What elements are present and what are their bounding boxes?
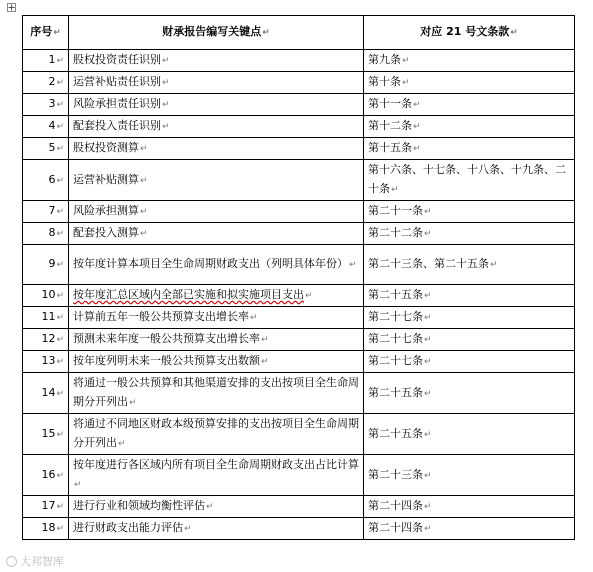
row-clause-cell[interactable] bbox=[364, 72, 575, 94]
table-row bbox=[23, 455, 575, 496]
paragraph-mark-icon: ↵ bbox=[424, 229, 432, 239]
row-point-cell-text: 计算前五年一般公共预算支出增长率 bbox=[73, 310, 249, 323]
row-index-cell-text: 5 bbox=[48, 141, 56, 154]
row-point-cell-text: 风险承担测算 bbox=[73, 204, 139, 217]
paragraph-mark-icon: ↵ bbox=[424, 357, 432, 367]
paragraph-mark-icon: ↵ bbox=[56, 229, 64, 239]
paragraph-mark-icon: ↵ bbox=[53, 28, 61, 38]
paragraph-mark-icon: ↵ bbox=[118, 439, 126, 449]
row-point-cell-text: 配套投入测算 bbox=[73, 226, 139, 239]
row-index-cell[interactable] bbox=[23, 223, 69, 245]
paragraph-mark-icon: ↵ bbox=[56, 429, 64, 440]
paragraph-mark-icon: ↵ bbox=[262, 28, 270, 38]
paragraph-mark-icon: ↵ bbox=[56, 207, 64, 217]
row-index-cell[interactable] bbox=[23, 116, 69, 138]
row-index-cell-text: 11 bbox=[41, 310, 56, 323]
watermark-logo-icon bbox=[6, 556, 17, 567]
row-index-cell[interactable] bbox=[23, 455, 69, 496]
row-clause-cell-text: 第二十七条 bbox=[368, 354, 423, 367]
paragraph-mark-icon: ↵ bbox=[206, 502, 214, 512]
paragraph-mark-icon: ↵ bbox=[140, 144, 148, 154]
row-index-cell[interactable] bbox=[23, 160, 69, 201]
row-point-cell-text: 进行财政支出能力评估 bbox=[73, 521, 183, 534]
paragraph-mark-icon: ↵ bbox=[56, 388, 64, 399]
paragraph-mark-icon: ↵ bbox=[162, 56, 170, 66]
paragraph-mark-icon: ↵ bbox=[424, 313, 432, 323]
row-point-cell[interactable] bbox=[69, 455, 364, 496]
row-point-cell-text: 将通过一般公共预算和其他渠道安排的支出按项目全生命周期分开列出 bbox=[73, 376, 359, 408]
paragraph-mark-icon: ↵ bbox=[74, 480, 82, 490]
row-clause-cell-text: 第二十四条 bbox=[368, 499, 423, 512]
paragraph-mark-icon: ↵ bbox=[56, 291, 64, 301]
row-point-cell-text: 按年度进行各区域内所有项目全生命周期财政支出占比计算 bbox=[73, 458, 359, 471]
paragraph-mark-icon: ↵ bbox=[56, 56, 64, 66]
paragraph-mark-icon: ↵ bbox=[56, 470, 64, 481]
row-index-cell-text: 2 bbox=[48, 75, 56, 88]
row-point-cell-text: 按年度列明未来一般公共预算支出数额 bbox=[73, 354, 260, 367]
paragraph-mark-icon: ↵ bbox=[391, 185, 399, 195]
paragraph-mark-icon: ↵ bbox=[56, 260, 64, 270]
row-clause-cell-text: 第十五条 bbox=[368, 141, 412, 154]
row-clause-cell[interactable] bbox=[364, 351, 575, 373]
paragraph-mark-icon: ↵ bbox=[140, 229, 148, 239]
row-index-cell-text: 18 bbox=[41, 521, 56, 534]
paragraph-mark-icon: ↵ bbox=[424, 429, 432, 440]
row-index-cell[interactable] bbox=[23, 138, 69, 160]
row-clause-cell[interactable] bbox=[364, 373, 575, 414]
paragraph-mark-icon: ↵ bbox=[402, 78, 410, 88]
row-index-cell-text: 4 bbox=[48, 119, 56, 132]
row-index-cell-text: 17 bbox=[41, 499, 56, 512]
row-point-cell-text: 按年度汇总区域内全部已实施和拟实施项目支出 bbox=[73, 288, 304, 301]
header-row bbox=[23, 16, 575, 50]
paragraph-mark-icon: ↵ bbox=[402, 56, 410, 66]
paragraph-mark-icon: ↵ bbox=[424, 207, 432, 217]
row-index-cell[interactable] bbox=[23, 518, 69, 540]
row-index-cell[interactable] bbox=[23, 94, 69, 116]
paragraph-mark-icon: ↵ bbox=[349, 260, 357, 270]
row-point-cell-text: 运营补贴责任识别 bbox=[73, 75, 161, 88]
paragraph-mark-icon: ↵ bbox=[140, 175, 148, 186]
paragraph-mark-icon: ↵ bbox=[510, 28, 518, 38]
table-row bbox=[23, 72, 575, 94]
row-clause-cell-text: 第二十五条 bbox=[368, 426, 423, 440]
table-move-handle-icon[interactable] bbox=[7, 3, 16, 12]
row-clause-cell[interactable] bbox=[364, 160, 575, 201]
row-index-cell-text: 7 bbox=[48, 204, 56, 217]
table-row bbox=[23, 373, 575, 414]
row-point-cell[interactable] bbox=[69, 307, 364, 329]
row-clause-cell-text: 第十六条、十七条、十八条、十九条、二十条 bbox=[368, 163, 566, 195]
table-row bbox=[23, 94, 575, 116]
row-point-cell[interactable] bbox=[69, 285, 364, 307]
paragraph-mark-icon: ↵ bbox=[250, 313, 258, 323]
row-point-cell-text: 预测未来年度一般公共预算支出增长率 bbox=[73, 332, 260, 345]
row-clause-cell-text: 第九条 bbox=[368, 53, 401, 66]
row-point-cell-text: 运营补贴测算 bbox=[73, 172, 139, 186]
paragraph-mark-icon: ↵ bbox=[413, 122, 421, 132]
paragraph-mark-icon: ↵ bbox=[424, 388, 432, 399]
row-index-cell-text: 10 bbox=[41, 288, 56, 301]
paragraph-mark-icon: ↵ bbox=[56, 175, 64, 186]
row-clause-cell[interactable] bbox=[364, 50, 575, 72]
table-row bbox=[23, 329, 575, 351]
row-clause-cell[interactable] bbox=[364, 329, 575, 351]
row-point-cell[interactable] bbox=[69, 414, 364, 455]
paragraph-mark-icon: ↵ bbox=[424, 291, 432, 301]
row-clause-cell-text: 第二十五条 bbox=[368, 385, 423, 399]
paragraph-mark-icon: ↵ bbox=[424, 335, 432, 345]
row-point-cell[interactable] bbox=[69, 223, 364, 245]
row-index-cell-text: 1 bbox=[48, 53, 56, 66]
row-point-cell-text: 将通过不同地区财政本级预算安排的支出按项目全生命周期分开列出 bbox=[73, 417, 359, 449]
row-point-cell-text: 股权投资测算 bbox=[73, 141, 139, 154]
row-index-cell-text: 9 bbox=[48, 257, 56, 270]
row-clause-cell[interactable] bbox=[364, 285, 575, 307]
row-index-cell[interactable] bbox=[23, 245, 69, 285]
paragraph-mark-icon: ↵ bbox=[56, 313, 64, 323]
header-cell-clause[interactable]: 对应 21 号文条款↵ bbox=[364, 16, 575, 50]
row-clause-cell-text: 第十一条 bbox=[368, 97, 412, 110]
row-point-cell-text: 股权投资责任识别 bbox=[73, 53, 161, 66]
row-index-cell-text: 6 bbox=[48, 172, 56, 186]
row-clause-cell-text: 第二十五条 bbox=[368, 288, 423, 301]
paragraph-mark-icon: ↵ bbox=[261, 357, 269, 367]
paragraph-mark-icon: ↵ bbox=[413, 144, 421, 154]
row-point-cell-text: 进行行业和领域均衡性评估 bbox=[73, 499, 205, 512]
paragraph-mark-icon: ↵ bbox=[129, 398, 137, 408]
row-point-cell-text: 按年度计算本项目全生命周期财政支出（列明具体年份） bbox=[73, 257, 348, 270]
row-clause-cell[interactable] bbox=[364, 496, 575, 518]
row-point-cell-text: 配套投入责任识别 bbox=[73, 119, 161, 132]
row-clause-cell[interactable] bbox=[364, 201, 575, 223]
paragraph-mark-icon: ↵ bbox=[56, 502, 64, 512]
row-index-cell-text: 12 bbox=[41, 332, 56, 345]
row-index-cell-text: 16 bbox=[41, 467, 56, 481]
header-cell-point[interactable]: 财承报告编写关键点↵ bbox=[69, 16, 364, 50]
row-index-cell[interactable] bbox=[23, 414, 69, 455]
row-index-cell-text: 14 bbox=[41, 385, 56, 399]
row-clause-cell[interactable] bbox=[364, 307, 575, 329]
paragraph-mark-icon: ↵ bbox=[162, 122, 170, 132]
row-index-cell[interactable] bbox=[23, 307, 69, 329]
paragraph-mark-icon: ↵ bbox=[56, 122, 64, 132]
row-point-cell[interactable] bbox=[69, 160, 364, 201]
paragraph-mark-icon: ↵ bbox=[490, 260, 498, 270]
table-row bbox=[23, 307, 575, 329]
row-point-cell[interactable] bbox=[69, 373, 364, 414]
row-point-cell[interactable] bbox=[69, 94, 364, 116]
row-index-cell[interactable] bbox=[23, 373, 69, 414]
row-point-cell[interactable] bbox=[69, 351, 364, 373]
table-row bbox=[23, 351, 575, 373]
row-index-cell[interactable] bbox=[23, 201, 69, 223]
row-point-cell[interactable] bbox=[69, 245, 364, 285]
row-clause-cell[interactable] bbox=[364, 116, 575, 138]
watermark-text: 大邦智库 bbox=[20, 555, 64, 568]
table-row bbox=[23, 414, 575, 455]
row-clause-cell[interactable] bbox=[364, 138, 575, 160]
row-index-cell[interactable] bbox=[23, 351, 69, 373]
table-row bbox=[23, 223, 575, 245]
header-cell-index[interactable]: 序号↵ bbox=[23, 16, 69, 50]
paragraph-mark-icon: ↵ bbox=[56, 357, 64, 367]
row-clause-cell[interactable] bbox=[364, 94, 575, 116]
clause-table bbox=[22, 15, 575, 540]
row-index-cell[interactable] bbox=[23, 72, 69, 94]
row-clause-cell-text: 第二十四条 bbox=[368, 521, 423, 534]
row-clause-cell[interactable] bbox=[364, 245, 575, 285]
paragraph-mark-icon: ↵ bbox=[56, 100, 64, 110]
row-clause-cell[interactable] bbox=[364, 414, 575, 455]
row-point-cell[interactable] bbox=[69, 496, 364, 518]
paragraph-mark-icon: ↵ bbox=[424, 524, 432, 534]
paragraph-mark-icon: ↵ bbox=[56, 144, 64, 154]
watermark bbox=[6, 553, 64, 569]
row-clause-cell-text: 第二十三条、第二十五条 bbox=[368, 257, 489, 270]
paragraph-mark-icon: ↵ bbox=[413, 100, 421, 110]
paragraph-mark-icon: ↵ bbox=[56, 524, 64, 534]
table-row bbox=[23, 245, 575, 285]
row-clause-cell-text: 第二十三条 bbox=[368, 467, 423, 481]
row-index-cell[interactable] bbox=[23, 329, 69, 351]
paragraph-mark-icon: ↵ bbox=[261, 335, 269, 345]
table-row bbox=[23, 116, 575, 138]
table-row bbox=[23, 201, 575, 223]
row-clause-cell-text: 第二十七条 bbox=[368, 310, 423, 323]
paragraph-mark-icon: ↵ bbox=[305, 291, 313, 301]
row-point-cell[interactable] bbox=[69, 138, 364, 160]
row-clause-cell-text: 第二十七条 bbox=[368, 332, 423, 345]
row-clause-cell-text: 第十条 bbox=[368, 75, 401, 88]
row-point-cell-text: 风险承担责任识别 bbox=[73, 97, 161, 110]
row-point-cell[interactable] bbox=[69, 116, 364, 138]
row-point-cell[interactable] bbox=[69, 329, 364, 351]
paragraph-mark-icon: ↵ bbox=[56, 335, 64, 345]
paragraph-mark-icon: ↵ bbox=[56, 78, 64, 88]
row-point-cell[interactable] bbox=[69, 201, 364, 223]
table-row bbox=[23, 496, 575, 518]
table-row bbox=[23, 138, 575, 160]
row-index-cell[interactable] bbox=[23, 496, 69, 518]
row-index-cell-text: 8 bbox=[48, 226, 56, 239]
row-point-cell[interactable] bbox=[69, 50, 364, 72]
row-index-cell-text: 3 bbox=[48, 97, 56, 110]
row-index-cell-text: 13 bbox=[41, 354, 56, 367]
row-index-cell[interactable] bbox=[23, 50, 69, 72]
row-point-cell[interactable] bbox=[69, 518, 364, 540]
row-clause-cell-text: 第十二条 bbox=[368, 119, 412, 132]
row-index-cell[interactable] bbox=[23, 285, 69, 307]
paragraph-mark-icon: ↵ bbox=[140, 207, 148, 217]
table-row bbox=[23, 160, 575, 201]
row-clause-cell[interactable] bbox=[364, 223, 575, 245]
paragraph-mark-icon: ↵ bbox=[184, 524, 192, 534]
row-clause-cell[interactable] bbox=[364, 455, 575, 496]
row-index-cell-text: 15 bbox=[41, 426, 56, 440]
table-row bbox=[23, 518, 575, 540]
paragraph-mark-icon: ↵ bbox=[162, 100, 170, 110]
row-clause-cell[interactable] bbox=[364, 518, 575, 540]
table-row bbox=[23, 285, 575, 307]
paragraph-mark-icon: ↵ bbox=[424, 502, 432, 512]
paragraph-mark-icon: ↵ bbox=[424, 470, 432, 481]
row-clause-cell-text: 第二十一条 bbox=[368, 204, 423, 217]
paragraph-mark-icon: ↵ bbox=[162, 78, 170, 88]
row-point-cell[interactable] bbox=[69, 72, 364, 94]
row-clause-cell-text: 第二十二条 bbox=[368, 226, 423, 239]
table-row bbox=[23, 50, 575, 72]
